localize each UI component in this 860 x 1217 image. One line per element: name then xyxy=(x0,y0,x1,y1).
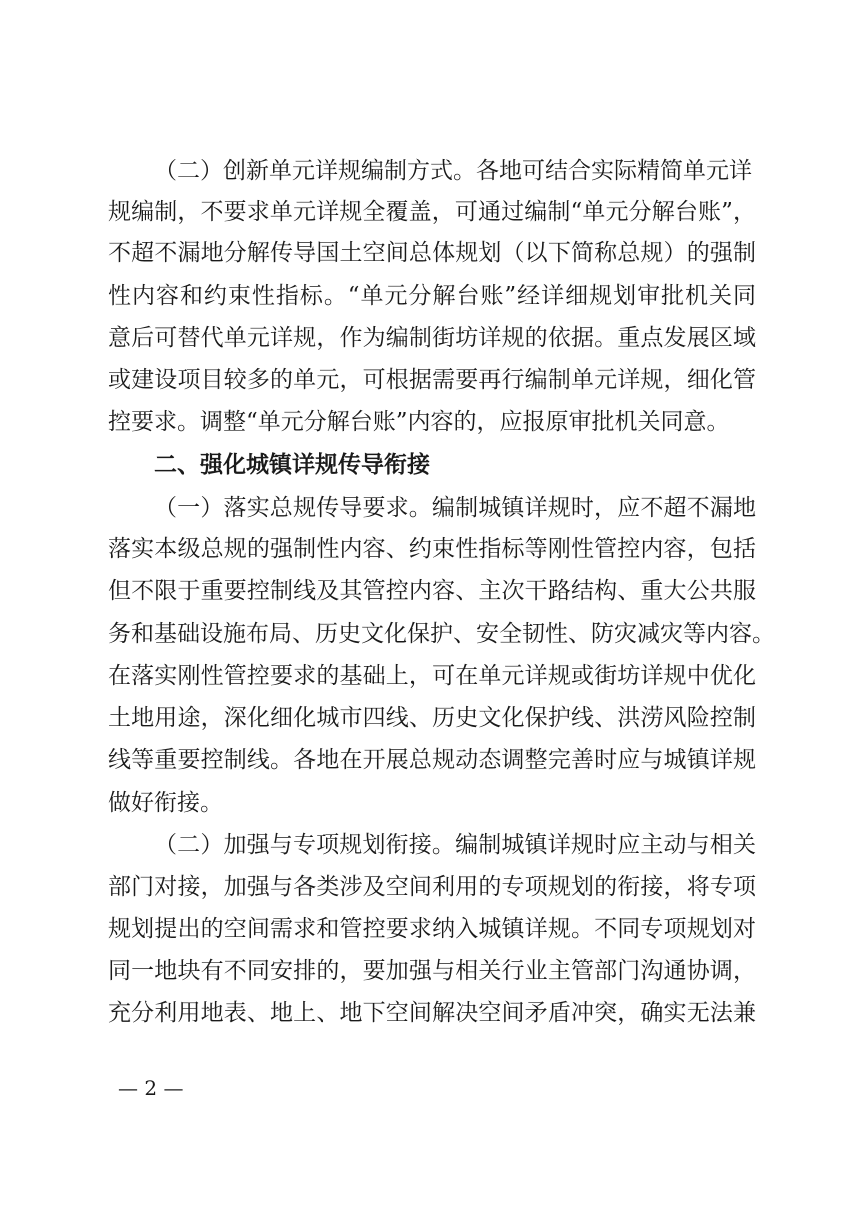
text-line-16: 做好衔接。 xyxy=(108,790,223,816)
text-line-18: 部门对接，加强与各类涉及空间利用的专项规划的衔接，将专项 xyxy=(108,874,756,900)
text-line-1: （二）创新单元详规编制方式。各地可结合实际精简单元详 xyxy=(154,158,752,184)
text-line-19: 规划提出的空间需求和管控要求纳入城镇详规。不同专项规划对 xyxy=(108,916,756,942)
text-line-7: 控要求。调整“单元分解台账”内容的，应报原审批机关同意。 xyxy=(108,409,730,435)
text-line-9: （一）落实总规传导要求。编制城镇详规时，应不超不漏地 xyxy=(154,495,756,521)
text-line-5: 意后可替代单元详规，作为编制街坊详规的依据。重点发展区域 xyxy=(108,325,756,351)
page-number: — 2 — xyxy=(118,1076,184,1100)
text-line-21: 充分利用地表、地上、地下空间解决空间矛盾冲突，确实无法兼 xyxy=(108,1000,756,1026)
text-line-12: 务和基础设施布局、历史文化保护、安全韧性、防灾减灾等内容。 xyxy=(108,621,775,647)
text-line-14: 土地用途，深化细化城市四线、历史文化保护线、洪涝风险控制 xyxy=(108,705,756,731)
text-line-2: 规编制，不要求单元详规全覆盖，可通过编制“单元分解台账”， xyxy=(108,199,756,225)
text-line-6: 或建设项目较多的单元，可根据需要再行编制单元详规，细化管 xyxy=(108,367,756,393)
text-line-10: 落实本级总规的强制性内容、约束性指标等刚性管控内容，包括 xyxy=(108,536,756,562)
text-line-4: 性内容和约束性指标。“单元分解台账”经详细规划审批机关同 xyxy=(108,283,756,309)
text-line-11: 但不限于重要控制线及其管控内容、主次干路结构、重大公共服 xyxy=(108,578,756,604)
text-line-17: （二）加强与专项规划衔接。编制城镇详规时应主动与相关 xyxy=(154,832,756,858)
text-line-13: 在落实刚性管控要求的基础上，可在单元详规或街坊详规中优化 xyxy=(108,663,756,689)
text-line-15: 线等重要控制线。各地在开展总规动态调整完善时应与城镇详规 xyxy=(108,747,756,773)
text-line-20: 同一地块有不同安排的，要加强与相关行业主管部门沟通协调， xyxy=(108,958,756,984)
section-heading: 二、强化城镇详规传导衔接 xyxy=(154,452,430,478)
text-line-3: 不超不漏地分解传导国土空间总体规划（以下简称总规）的强制 xyxy=(108,240,756,266)
